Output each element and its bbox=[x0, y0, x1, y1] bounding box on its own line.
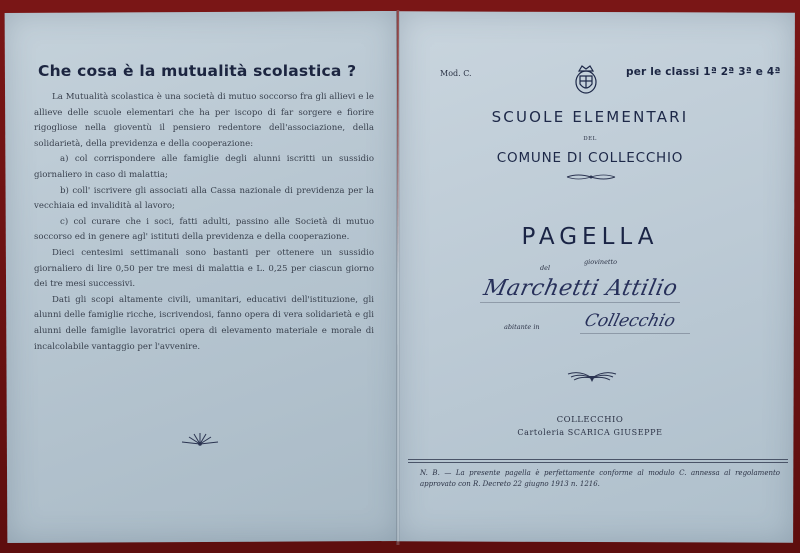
left-page-body bbox=[34, 90, 374, 355]
note-rule bbox=[408, 459, 788, 460]
crest-icon bbox=[573, 62, 599, 96]
document-title: PAGELLA bbox=[521, 224, 659, 250]
footnote: N. B. — La presente pagella è perfettamente conforme al modulo C. annessa al regolamento approvato con R. Decreto 22 giugno 1913 n. 1216. bbox=[420, 469, 780, 488]
town-name: Collecchio bbox=[582, 311, 678, 331]
classes-label: per le classi 1ª 2ª 3ª e 4ª bbox=[626, 66, 781, 78]
list-item: c) col curare che i soci, fatti adulti, passino alle Società di mutuo soccorso ed in genere agl' istituti della previdenza e della cooperazione. bbox=[34, 216, 374, 243]
center-fold bbox=[396, 10, 400, 545]
winged-ornament-icon bbox=[566, 368, 618, 384]
city-label: COLLECCHIO bbox=[556, 415, 624, 425]
fan-ornament-icon bbox=[178, 430, 222, 446]
model-label: Mod. C. bbox=[440, 69, 472, 78]
note-rule bbox=[408, 462, 788, 463]
abitante-label: abitante in bbox=[504, 323, 540, 331]
printer-label: Cartoleria SCARICA GIUSEPPE bbox=[517, 428, 663, 437]
list-item: b) coll' iscrivere gli associati alla Cassa nazionale di previdenza per la vecchiaia ed invalidità al lavoro; bbox=[34, 185, 374, 212]
divider-ornament-icon bbox=[565, 172, 617, 182]
paragraph: Dieci centesimi settimanali sono bastanti per ottenere un sussidio giornaliero di lire 0,50 per tre mesi di malattia e L. 0,25 per ciascun giorno dei tre mesi successivi. bbox=[34, 247, 374, 290]
school-title: SCUOLE ELEMENTARI bbox=[491, 108, 689, 126]
list-item: a) col corrispondere alle famiglie degli alunni iscritti un sussidio giornaliero in caso di malattia; bbox=[34, 154, 374, 180]
paragraph: Dati gli scopi altamente civili, umanitari, educativi dell'istituzione, gli alunni delle famiglie ricche, iscrivendosi, fanno opera di vera solidarietà e gli alunni delle famiglie lavoratrici opera di elevamento materiale e morale di incalcolabile vantaggio per l'avvenire. bbox=[34, 294, 374, 352]
del-small-label: DEL bbox=[583, 136, 597, 142]
comune-title: COMUNE DI COLLECCHIO bbox=[496, 150, 684, 166]
town-underline bbox=[580, 333, 690, 334]
name-underline bbox=[480, 302, 680, 303]
left-page-title: Che cosa è la mutualità scolastica ? bbox=[38, 62, 357, 80]
giovinetto-label: giovinetto bbox=[584, 258, 618, 266]
paragraph: La Mutualità scolastica è una società di mutuo soccorso fra gli allievi e le allieve delle scuole elementari che ha per iscopo di far sorgere e fiorire rigogliose nella gioventù il pensiero redentore dell'associazione, della solidarietà, della previdenza e della cooperazione: bbox=[34, 92, 374, 149]
del-label: del bbox=[540, 264, 551, 272]
student-name: Marchetti Attilio bbox=[481, 276, 681, 301]
